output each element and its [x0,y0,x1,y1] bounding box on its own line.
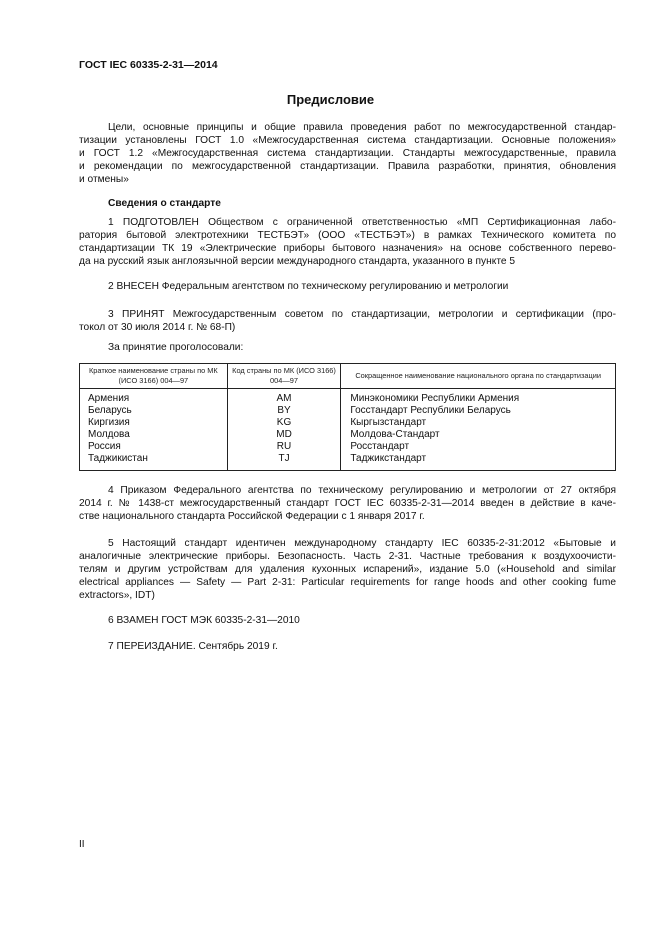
item-3-line: токол от 30 июля 2014 г. № 68-П) [79,322,236,333]
item-3-line: 3 ПРИНЯТ Межгосударственным советом по стандартизации, метрологии и сертификации (про- [108,309,616,320]
page-title: Предисловие [286,92,375,107]
item-6: 6 ВЗАМЕН ГОСТ МЭК 60335-2-31—2010 [108,615,300,626]
votes-label: За принятие проголосовали: [108,342,244,353]
item-4-paragraph [79,484,616,523]
item-5-line: electrical appliances — Safety — Part 2-31: Particular requirements for range hoods and other cooking fume [79,577,616,588]
body-cell: Минэкономики Республики Армения [341,389,616,406]
item-4-line: 4 Приказом Федерального агентства по техническому регулированию и метрологии от 27 октября [108,485,616,496]
table-row [80,405,616,417]
item-1-line: стандартизации ТК 19 «Электрические приборы бытового назначения» на основе собственного перево- [79,243,616,254]
country-cell: Молдова [80,429,228,441]
item-1-line: да на русский язык англоязычной версии международного стандарта, указанного в пункте 5 [79,256,516,267]
item-1-line: 1 ПОДГОТОВЛЕН Обществом с ограниченной ответственностью «МП Сертификационная лабо- [108,217,616,228]
item-5-line: extractors», IDT) [79,590,155,601]
column-header-body: Сокращенное наименование национального органа по стандартизации [341,364,616,389]
country-cell: Россия [80,441,228,453]
body-cell: Госстандарт Республики Беларусь [341,405,616,417]
table-row [80,389,616,406]
table-header-row [80,364,616,389]
item-5-line: 5 Настоящий стандарт идентичен международному стандарту IEC 60335-2-31:2012 «Бытовые и [108,538,616,549]
column-header-country: Краткое наименование страны по МК (ИСО 3166) 004—97 [80,364,228,389]
column-header-code: Код страны по МК (ИСО 3166) 004—97 [227,364,341,389]
intro-paragraph [79,121,616,186]
country-cell: Таджикистан [80,453,228,471]
item-4-line: 2014 г. № 1438-ст межгосударственный стандарт ГОСТ IEC 60335-2-31—2014 введен в действие в каче- [79,498,616,509]
table-row [80,429,616,441]
country-cell: Киргизия [80,417,228,429]
item-4-line: стве национального стандарта Российской Федерации с 1 января 2017 г. [79,511,425,522]
document-id: ГОСТ IEC 60335-2-31—2014 [79,59,218,71]
body-cell: Молдова-Стандарт [341,429,616,441]
body-cell: Росстандарт [341,441,616,453]
code-cell: AM [227,389,341,406]
code-cell: KG [227,417,341,429]
body-cell: Таджикстандарт [341,453,616,471]
item-3-paragraph [79,308,616,334]
intro-line: и отмены» [79,174,129,185]
item-1-line: ратория бытовой электротехники ТЕСТБЭТ» (ООО «ТЕСТБЭТ») в рамках Технического комитета по [79,230,616,241]
intro-line: Цели, основные принципы и общие правила проведения работ по межгосударственной стандар- [108,122,616,133]
table-row [80,417,616,429]
item-5-line: аналогичные электрические приборы. Безопасность. Часть 2-31. Частные требования к воздухоочисти- [79,551,616,562]
country-cell: Беларусь [80,405,228,417]
intro-line: и рекомендации по межгосударственной стандартизации. Правила разработки, принятия, обновления [79,161,616,172]
item-7: 7 ПЕРЕИЗДАНИЕ. Сентябрь 2019 г. [108,641,278,652]
code-cell: MD [227,429,341,441]
item-1-paragraph [79,216,616,268]
body-cell: Кыргызстандарт [341,417,616,429]
code-cell: RU [227,441,341,453]
section-title: Сведения о стандарте [108,198,221,209]
page-number: II [79,839,85,850]
table-row [80,453,616,471]
item-5-paragraph [79,537,616,602]
item-5-line: телям и другим устройствам для удаления кухонных испарений», издание 5.0 («Household and similar [79,564,616,575]
table-row [80,441,616,453]
item-2: 2 ВНЕСЕН Федеральным агентством по техническому регулированию и метрологии [108,281,509,292]
code-cell: TJ [227,453,341,471]
country-cell: Армения [80,389,228,406]
votes-table [79,363,616,471]
intro-line: и ГОСТ 1.2 «Межгосударственная система стандартизации. Стандарты межгосударственные, правила [79,148,616,159]
intro-line: тизации установлены ГОСТ 1.0 «Межгосударственная система стандартизации. Основные положения» [79,135,616,146]
code-cell: BY [227,405,341,417]
